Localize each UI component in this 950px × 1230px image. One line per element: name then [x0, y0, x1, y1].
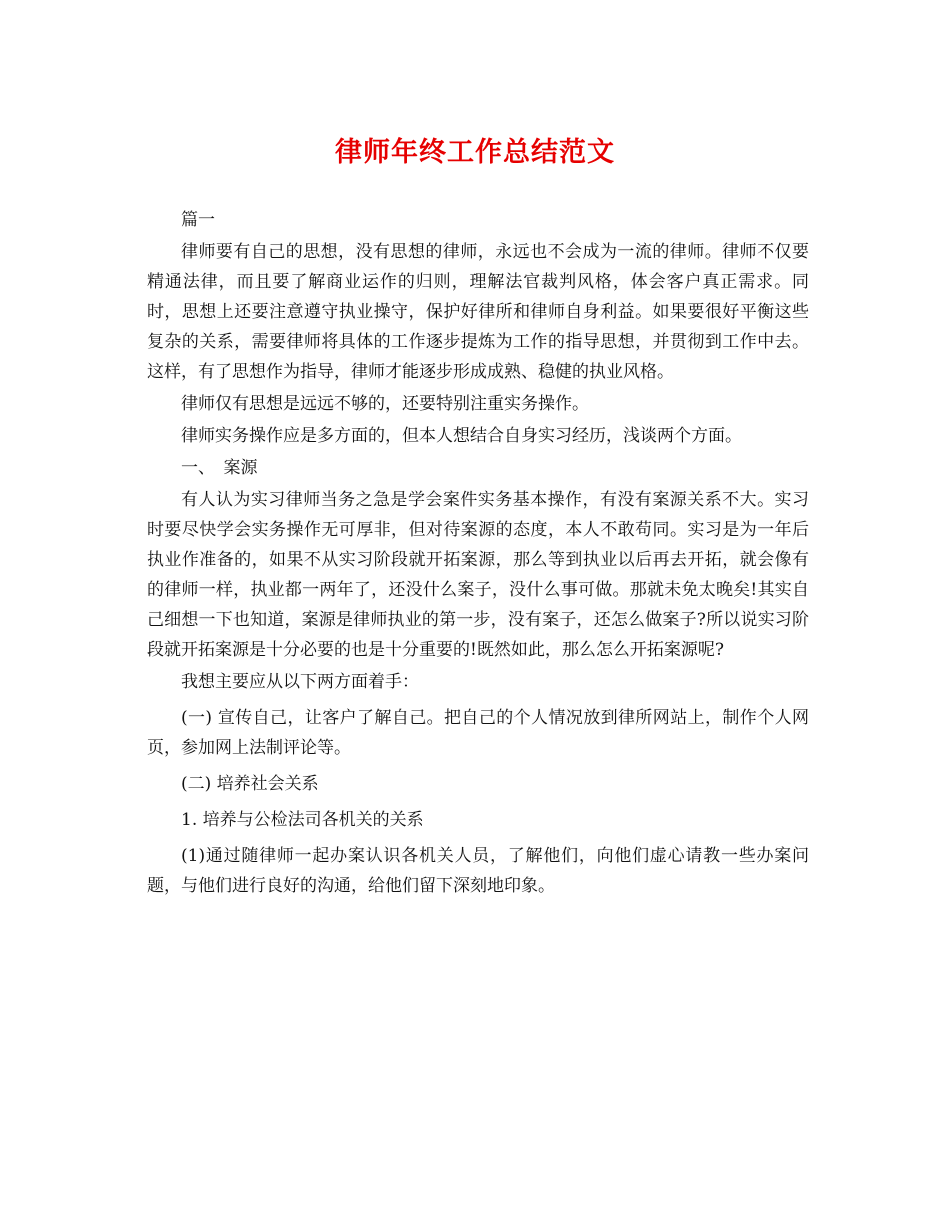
section-label: 篇一 [181, 210, 215, 230]
document-title: 律师年终工作总结范文 [335, 137, 615, 168]
paragraph: 我想主要应从以下两方面着手： [181, 672, 419, 692]
paragraph: 律师仅有思想是远远不够的，还要特别注重实务操作。 [181, 394, 589, 414]
paragraph: (一) 宣传自己，让客户了解自己。把自己的个人情况放到律所网站上，制作个人网页，参加网上法制评论等。 [147, 708, 809, 758]
document-body [147, 205, 809, 901]
subheading: 1. 培养与公检法司各机关的关系 [181, 810, 424, 830]
subheading: (二) 培养社会关系 [181, 774, 319, 794]
paragraph: (1)通过随律师一起办案认识各机关人员，了解他们，向他们虚心请教一些办案问题，与他们进行良好的沟通，给他们留下深刻地印象。 [147, 846, 809, 896]
paragraph: 有人认为实习律师当务之急是学会案件实务基本操作，有没有案源关系不大。实习时要尽快学会实务操作无可厚非，但对待案源的态度，本人不敢苟同。实习是为一年后执业作准备的，如果不从实习阶段就开拓案源，那么等到执业以后再去开拓，就会像有的律师一样，执业都一两年了，还没什么案子，没什么事可做。那就未免太晚矣!其实自己细想一下也知道，案源是律师执业的第一步，没有案子，还怎么做案子?所以说实习阶段就开拓案源是十分必要的也是十分重要的!既然如此，那么怎么开拓案源呢? [147, 490, 809, 660]
paragraph: 律师实务操作应是多方面的，但本人想结合自身实习经历，浅谈两个方面。 [181, 426, 742, 446]
paragraph: 律师要有自己的思想，没有思想的律师，永远也不会成为一流的律师。律师不仅要精通法律，而且要了解商业运作的归则，理解法官裁判风格，体会客户真正需求。同时，思想上还要注意遵守执业操守，保护好律所和律师自身利益。如果要很好平衡这些复杂的关系，需要律师将具体的工作逐步提炼为工作的指导思想，并贯彻到工作中去。这样，有了思想作为指导，律师才能逐步形成成熟、稳健的执业风格。 [147, 242, 809, 382]
section-heading: 一、 案源 [181, 458, 258, 478]
